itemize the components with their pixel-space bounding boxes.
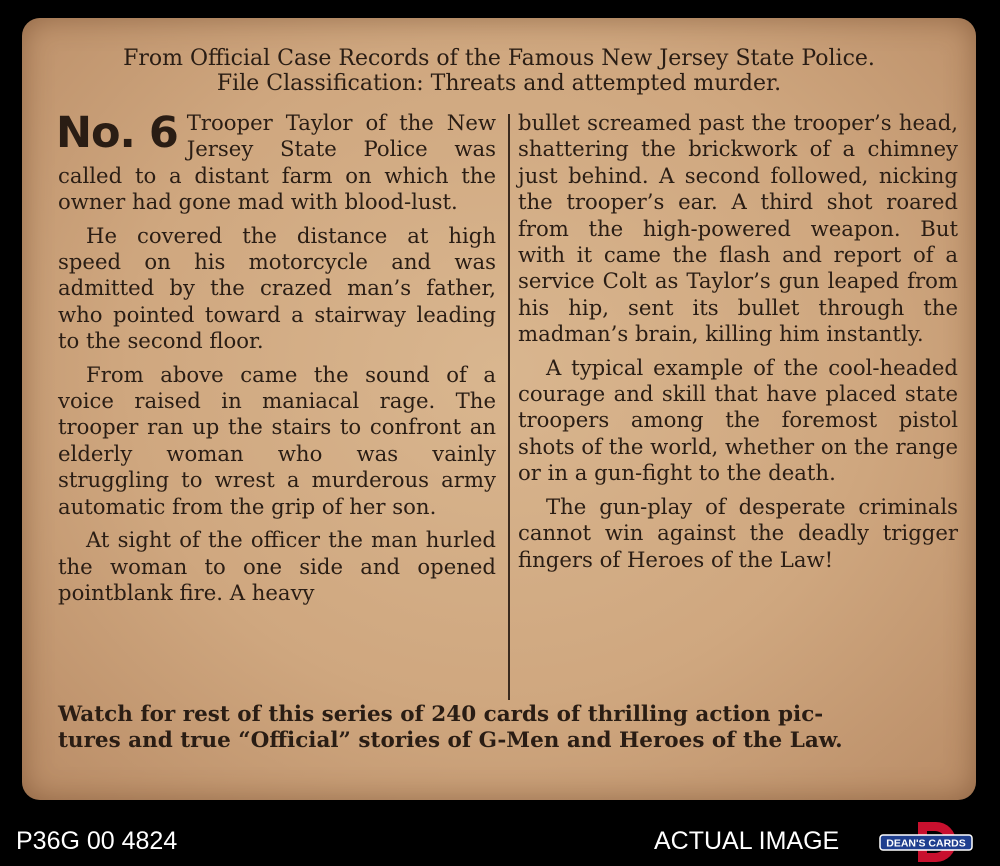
footer-line-1: Watch for rest of this series of 240 cards of thrilling action pic- <box>58 702 824 727</box>
actual-image-label: ACTUAL IMAGE <box>654 827 840 855</box>
item-code: P36G 00 4824 <box>16 827 178 855</box>
deans-cards-logo-icon <box>878 820 974 864</box>
trading-card-back <box>22 18 976 800</box>
column-divider <box>508 114 510 700</box>
left-paragraph-3: From above came the sound of a voice raised in maniacal rage. The trooper ran up the stairs to confront an elderly woman who was vainly struggling to wrest a murderous army automatic from the grip of her son. <box>58 361 496 519</box>
header-line-2: File Classification: Threats and attempted murder. <box>216 71 782 96</box>
right-paragraph-3: The gun-play of desperate criminals cannot win against the deadly trigger fingers of Heroes of the Law! <box>518 493 958 572</box>
right-column <box>518 110 958 580</box>
right-paragraph-1: bullet screamed past the trooper’s head, shattering the brickwork of a chimney just behind. A second followed, nicking the trooper’s ear. A third shot roared from the high-powered weapon. But with it came the flash and report of a service Colt as Taylor’s gun leaped from his hip, sent its bullet through the madman’s brain, killing him instantly. <box>518 110 958 347</box>
left-paragraph-4: At sight of the officer the man hurled the woman to one side and opened pointblank fire. A heavy <box>58 527 496 605</box>
right-paragraph-2: A typical example of the cool-headed courage and skill that have placed state troopers among the foremost pistol shots of the world, whether on the range or in a gun-fight to the death. <box>518 354 958 486</box>
left-paragraph-2: He covered the distance at high speed on his motorcycle and was admitted by the crazed man’s father, who pointed toward a stairway leading to the second floor. <box>58 222 496 354</box>
header-line-1: From Official Case Records of the Famous New Jersey State Police. <box>123 46 875 71</box>
footer-line-2: tures and true “Official” stories of G-Men and Heroes of the Law. <box>58 728 843 753</box>
logo-text: DEAN'S CARDS <box>886 837 966 850</box>
left-paragraph-1 <box>58 110 496 216</box>
left-column <box>58 110 496 613</box>
card-footer <box>58 702 958 754</box>
left-paragraph-1-text: Trooper Taylor of the New Jersey State Police was called to a distant farm on which the owner had gone mad with blood-lust. <box>58 110 496 215</box>
card-header <box>22 46 976 96</box>
card-number: No. 6 <box>56 108 178 158</box>
